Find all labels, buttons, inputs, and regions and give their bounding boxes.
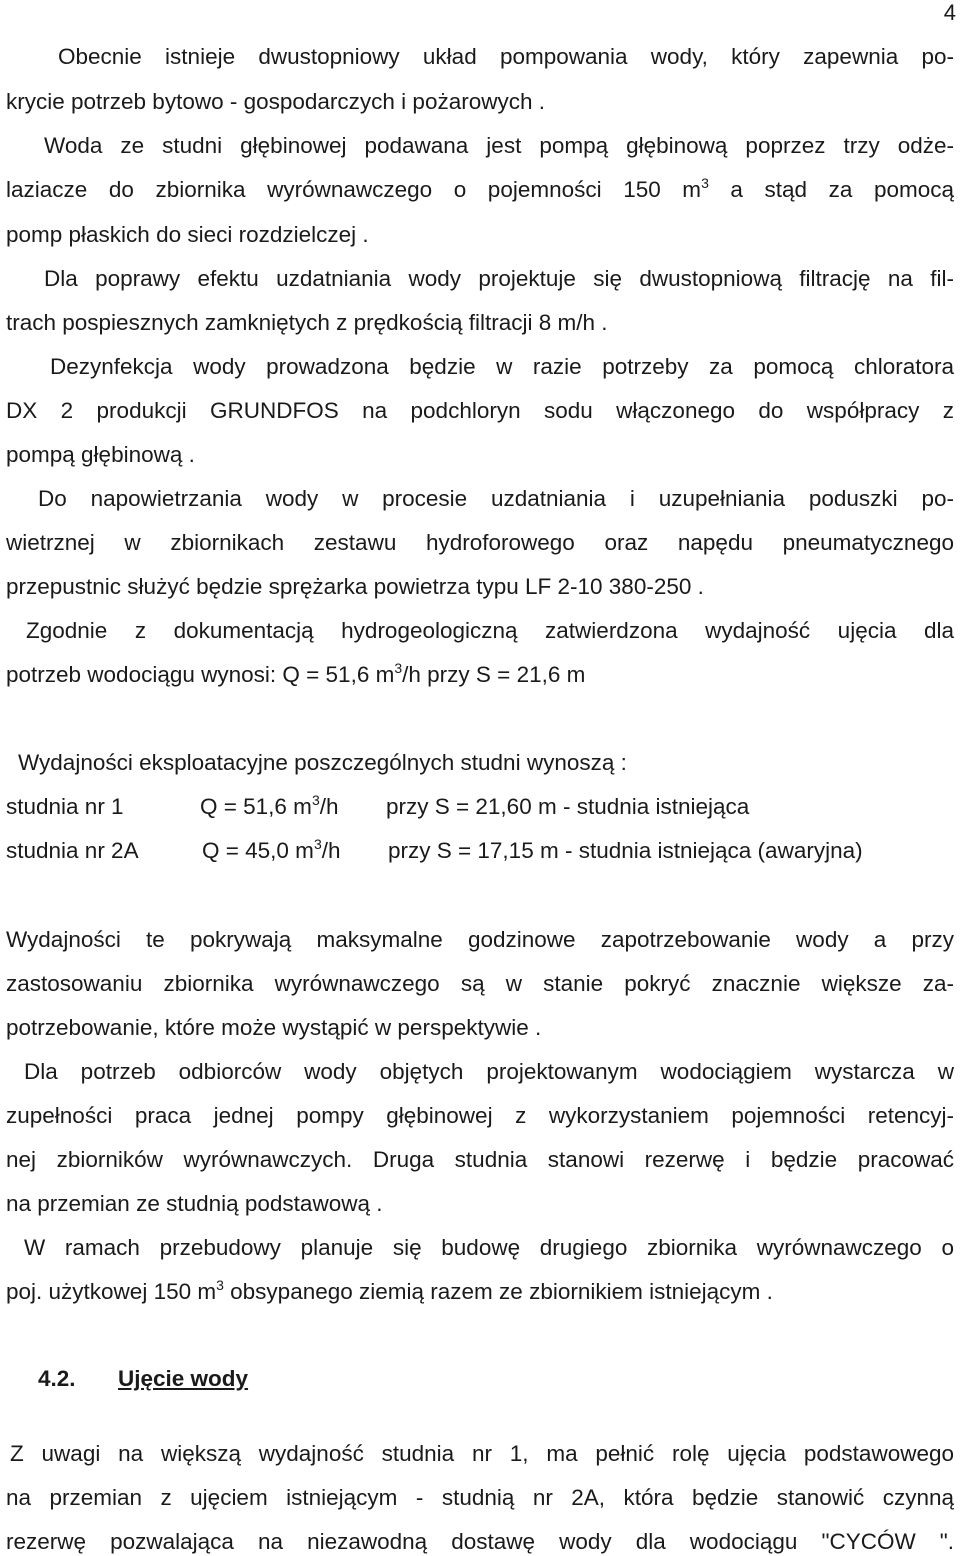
text-line: zupełności praca jednej pompy głębinowej z wykorzystaniem pojemności retencyj- [6,1103,954,1128]
superscript: 3 [394,660,403,676]
text-line: W ramach przebudowy planuje się budowę drugiego zbiornika wyrównawczego o [24,1235,954,1260]
wells-heading: Wydajności eksploatacyjne poszczególnych studni wynoszą : [18,750,627,775]
text-span: Q = 45,0 m [202,838,314,863]
text-line: Dla potrzeb odbiorców wody objętych projektowanym wodociągiem wystarcza w [24,1059,954,1084]
text-line: krycie potrzeb bytowo - gospodarczych i pożarowych . [6,89,545,114]
text-line: przepustnic służyć będzie sprężarka powietrza typu LF 2-10 380-250 . [6,574,704,599]
page-number: 4 [943,0,956,25]
text-line: pompą głębinową . [6,442,195,467]
text-line: Dezynfekcja wody prowadzona będzie w razie potrzeby za pomocą chloratora [50,354,954,379]
text-line: pomp płaskich do sieci rozdzielczej . [6,222,369,247]
superscript: 3 [311,792,320,808]
well-yield [200,794,339,822]
text-line: trach pospiesznych zamkniętych z prędkością filtracji 8 m/h . [6,310,608,335]
well-yield [202,838,341,866]
section-number: 4.2. [38,1366,76,1391]
text-line: Dla poprawy efektu uzdatniania wody projektuje się dwustopniową filtrację na fil- [44,266,954,291]
text-line [6,1279,954,1307]
superscript: 3 [313,836,322,852]
text-span: laziacze do zbiornika wyrównawczego o pojemności 150 m [6,177,702,202]
text-line: na przemian z ujęciem istniejącym - studnią nr 2A, która będzie stanowić czynną [6,1485,954,1510]
text-line: na przemian ze studnią podstawową . [6,1191,383,1216]
well-drawdown: przy S = 21,60 m - studnia istniejąca [386,794,750,819]
text-line: potrzebowanie, które może wystąpić w perspektywie . [6,1015,542,1040]
section-title: Ujęcie wody [118,1366,249,1391]
well-name: studnia nr 2A [6,838,139,863]
text-line: nej zbiorników wyrównawczych. Druga studnia stanowi rezerwę i będzie pracować [6,1147,954,1172]
well-name: studnia nr 1 [6,794,124,819]
text-span: a stąd za pomocą [708,177,955,202]
text-line: Z uwagi na większą wydajność studnia nr 1, ma pełnić rolę ujęcia podstawowego [10,1441,954,1466]
text-line: Obecnie istnieje dwustopniowy układ pompowania wody, który zapewnia po- [58,44,954,69]
text-line: wietrznej w zbiornikach zestawu hydroforowego oraz napędu pneumatycznego [6,530,954,555]
text-span: potrzeb wodociągu wynosi: Q = 51,6 m [6,662,395,687]
text-line: Do napowietrzania wody w procesie uzdatniania i uzupełniania poduszki po- [38,486,954,511]
well-drawdown: przy S = 17,15 m - studnia istniejąca (awaryjna) [388,838,863,863]
text-span: /h przy S = 21,6 m [402,662,586,687]
superscript: 3 [701,175,709,191]
text-line: Wydajności te pokrywają maksymalne godzinowe zapotrzebowanie wody a przy [6,927,954,952]
text-line: rezerwę pozwalająca na niezawodną dostawę wody dla wodociągu "CYCÓW ". [6,1529,954,1554]
text-line [6,177,954,205]
text-line: Zgodnie z dokumentacją hydrogeologiczną zatwierdzona wydajność ujęcia dla [26,618,954,643]
text-span: poj. użytkowej 150 m [6,1279,217,1304]
superscript: 3 [216,1277,224,1293]
text-line: zastosowaniu zbiornika wyrównawczego są w stanie pokryć znacznie większe za- [6,971,954,996]
text-line: Woda ze studni głębinowej podawana jest pompą głębinową poprzez trzy odże- [44,133,954,158]
text-span: Q = 51,6 m [200,794,312,819]
text-span: obsypanego ziemią razem ze zbiornikiem istniejącym . [223,1279,773,1304]
text-line: DX 2 produkcji GRUNDFOS na podchloryn sodu włączonego do współpracy z [6,398,954,423]
text-span: /h [321,838,341,863]
text-span: /h [319,794,339,819]
text-line [6,662,954,690]
